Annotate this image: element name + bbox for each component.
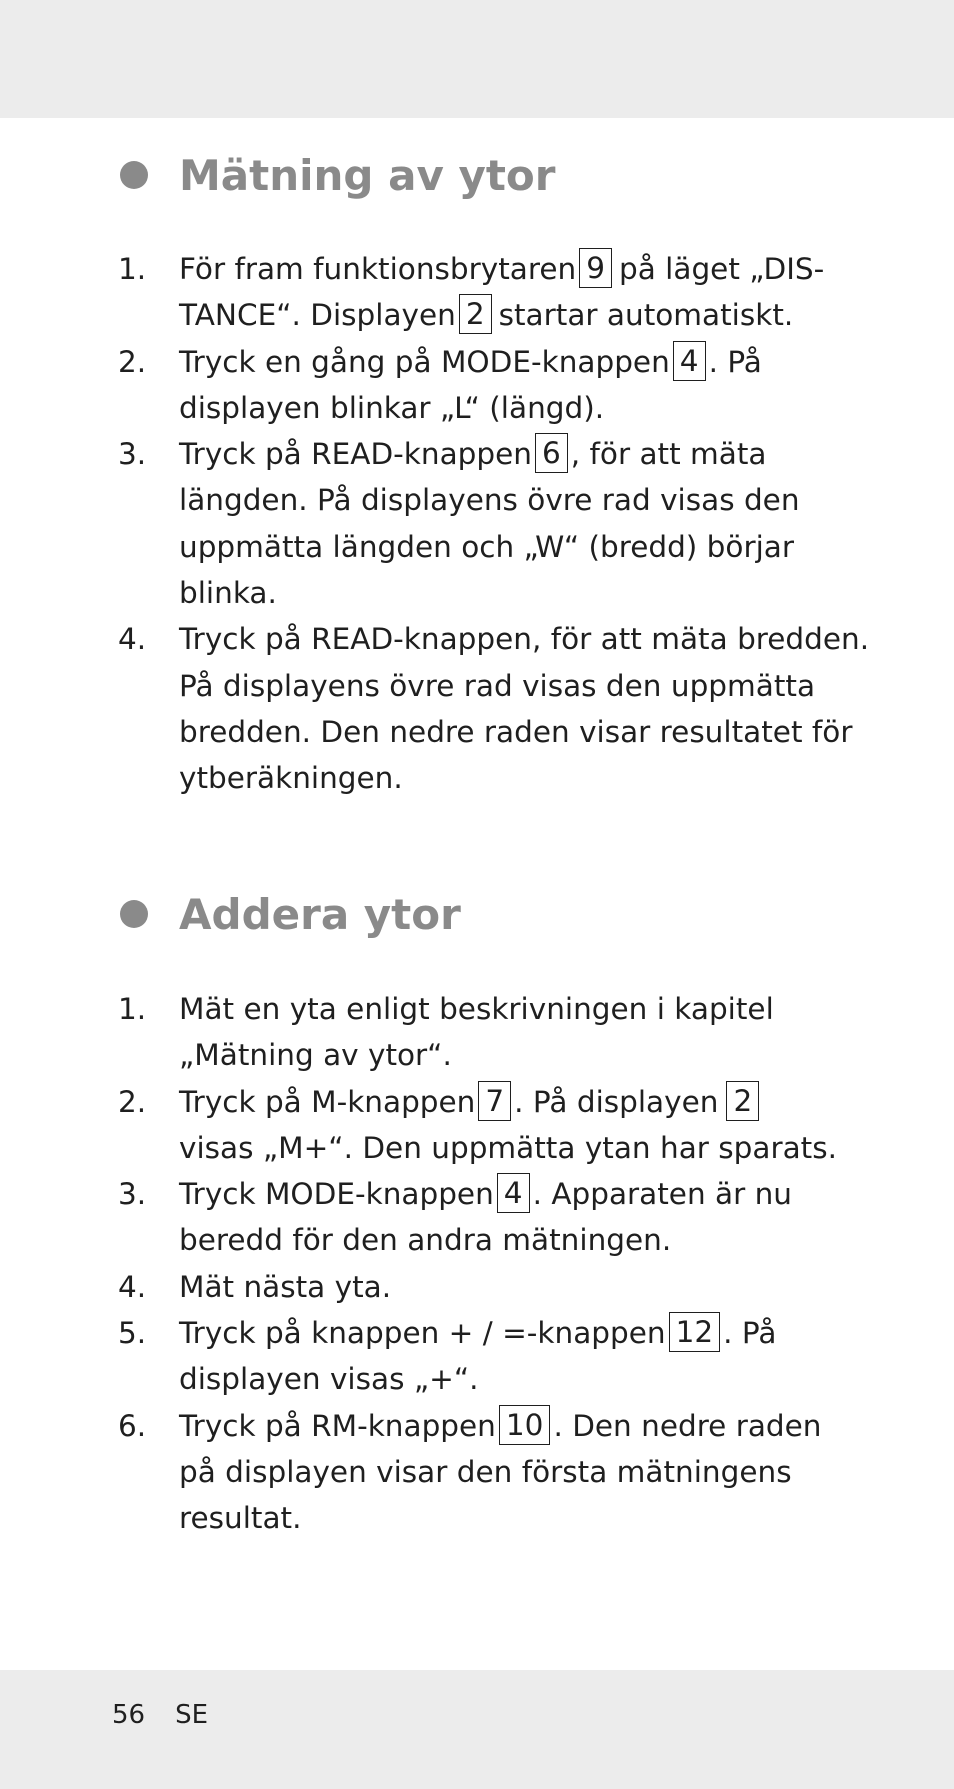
bullet-icon xyxy=(120,900,148,928)
step-text-line xyxy=(179,1310,858,1356)
step-text-line xyxy=(179,385,858,431)
step-text-line xyxy=(179,431,858,477)
step-text: Tryck MODE-knappen xyxy=(179,1177,494,1212)
step-text: visas „M+“. Den uppmätta ytan har sparats. xyxy=(179,1130,837,1165)
part-reference-box: 4 xyxy=(673,341,706,381)
step-text: beredd för den andra mätningen. xyxy=(179,1223,672,1258)
language-code: SE xyxy=(175,1700,209,1730)
step-text: på displayen visar den första mätningens xyxy=(179,1454,792,1489)
step-list-addera xyxy=(118,986,858,1542)
step-text: ytberäkningen. xyxy=(179,761,403,796)
list-item xyxy=(118,616,870,801)
step-number: 2. xyxy=(118,344,147,379)
step-number: 2. xyxy=(118,1084,147,1119)
list-item xyxy=(118,1079,858,1172)
step-text: uppmätta längden och „W“ (bredd) börjar xyxy=(179,529,794,564)
list-item xyxy=(118,339,858,432)
step-text-line xyxy=(179,1032,858,1078)
bullet-icon xyxy=(120,161,148,189)
step-text-line xyxy=(179,1403,858,1449)
part-reference-box: 10 xyxy=(499,1405,551,1445)
step-text: displayen visas „+“. xyxy=(179,1362,479,1397)
list-item xyxy=(118,431,858,616)
step-text: Tryck på READ-knappen xyxy=(179,437,532,472)
step-text: . Den nedre raden xyxy=(553,1408,822,1443)
step-text-line xyxy=(179,1495,858,1541)
step-text-line xyxy=(179,709,858,755)
step-text-line xyxy=(179,1079,858,1125)
step-text-line xyxy=(179,1171,858,1217)
step-text: längden. På displayens övre rad visas den xyxy=(179,483,800,518)
step-text: bredden. Den nedre raden visar resultatet för xyxy=(179,714,853,749)
step-text: på läget „DIS- xyxy=(618,252,825,286)
step-text: startar automatiskt. xyxy=(498,298,794,333)
step-text: „Mätning av ytor“. xyxy=(179,1038,452,1073)
page-number: 56 xyxy=(112,1700,146,1730)
step-text: Tryck på knappen + / =-knappen xyxy=(179,1316,666,1351)
part-reference-box: 9 xyxy=(579,248,612,288)
step-text-line xyxy=(179,1264,858,1310)
list-item xyxy=(118,1264,858,1310)
step-text-line xyxy=(179,292,858,338)
part-reference-box: 6 xyxy=(535,433,568,473)
part-reference-box: 2 xyxy=(459,294,492,334)
step-number: 6. xyxy=(118,1408,147,1443)
header-band xyxy=(0,0,954,118)
list-item xyxy=(118,1171,858,1264)
step-text: . Apparaten är nu xyxy=(532,1177,792,1212)
step-number: 3. xyxy=(118,1177,147,1212)
list-item xyxy=(118,986,858,1079)
step-number: 4. xyxy=(118,1269,147,1304)
step-text: . På xyxy=(723,1316,777,1351)
step-number: 1. xyxy=(118,992,147,1026)
step-text: Tryck på READ-knappen, för att mäta bredden. xyxy=(179,622,870,657)
step-text-line xyxy=(179,616,870,662)
step-text-line xyxy=(179,477,858,523)
step-text-line xyxy=(179,1217,858,1263)
step-text: Tryck på RM-knappen xyxy=(179,1408,496,1443)
step-text: displayen blinkar „L“ (längd). xyxy=(179,390,605,425)
part-reference-box: 4 xyxy=(497,1173,530,1213)
step-number: 4. xyxy=(118,622,147,657)
step-number: 3. xyxy=(118,437,147,472)
step-text: blinka. xyxy=(179,576,277,611)
step-text-line xyxy=(179,246,858,292)
step-text-line xyxy=(179,1449,858,1495)
step-text-line xyxy=(179,1125,858,1171)
step-text-line xyxy=(179,339,858,385)
step-text-line xyxy=(179,755,858,801)
section-title: Addera ytor xyxy=(179,889,461,939)
step-text: . På displayen xyxy=(514,1084,719,1119)
step-text: . På xyxy=(708,344,762,379)
part-reference-box: 2 xyxy=(726,1081,759,1121)
step-text-line xyxy=(179,570,858,616)
footer xyxy=(112,1700,208,1730)
step-number: 1. xyxy=(118,252,147,286)
step-number: 5. xyxy=(118,1316,147,1351)
step-text: resultat. xyxy=(179,1501,302,1536)
step-text-line xyxy=(179,663,858,709)
part-reference-box: 12 xyxy=(669,1312,721,1352)
step-text: TANCE“. Displayen xyxy=(179,298,456,333)
step-text: På displayens övre rad visas den uppmätta xyxy=(179,668,816,703)
step-text-line xyxy=(179,1356,858,1402)
section-heading-matning xyxy=(120,145,555,205)
part-reference-box: 7 xyxy=(478,1081,511,1121)
step-text: , för att mäta xyxy=(570,437,767,472)
section-title: Mätning av ytor xyxy=(179,150,556,200)
step-text: För fram funktionsbrytaren xyxy=(179,252,577,286)
step-text-line xyxy=(179,986,858,1032)
step-list-matning xyxy=(118,246,870,802)
section-heading-addera xyxy=(120,884,461,944)
list-item xyxy=(118,246,858,339)
list-item xyxy=(118,1310,858,1403)
step-text: Mät en yta enligt beskrivningen i kapitel xyxy=(179,992,774,1026)
step-text: Mät nästa yta. xyxy=(179,1269,392,1304)
step-text: Tryck på M-knappen xyxy=(179,1084,476,1119)
step-text: Tryck en gång på MODE-knappen xyxy=(179,344,670,379)
list-item xyxy=(118,1403,858,1542)
step-text-line xyxy=(179,524,858,570)
